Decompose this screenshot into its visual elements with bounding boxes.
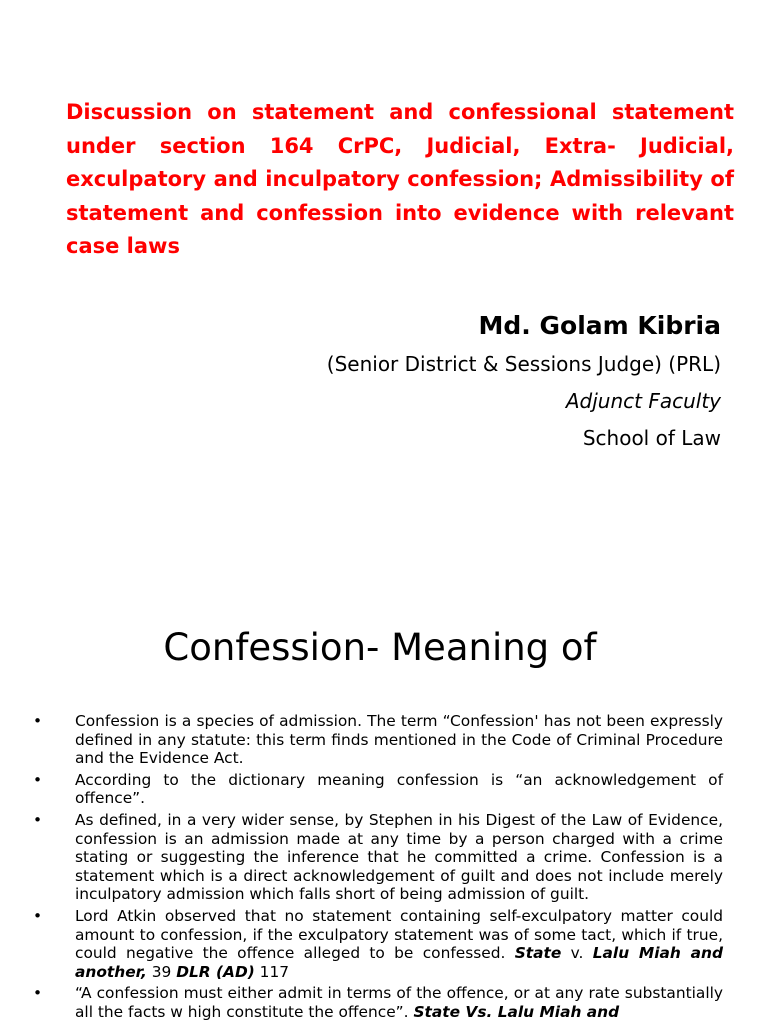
bullet-text: Confession is a species of admission. The term “Confession' has not been expressly defined in any statute: this term finds mentioned in the Code of Criminal Procedure and the Evidence Act. <box>75 712 723 768</box>
case-citation-party: State <box>514 944 562 963</box>
case-citation-party: Lalu Miah and another, <box>75 944 723 981</box>
bullet-text: “A confession must either admit in terms of the offence, or at any rate substantially all the facts w high constitute the offence”. <box>75 984 723 1021</box>
bullet-icon: • <box>33 770 43 789</box>
confession-slide <box>0 596 768 1024</box>
case-citation-party: State Vs. Lalu Miah and <box>413 1002 620 1021</box>
author-block <box>327 306 721 457</box>
bullet-text: According to the dictionary meaning confession is “an acknowledgement of offence”. <box>75 770 723 808</box>
case-citation-page: 117 <box>254 962 290 981</box>
bullet-item <box>33 907 723 981</box>
author-school: School of Law <box>582 426 721 450</box>
bullet-item <box>33 984 723 1021</box>
case-citation-volume: 39 <box>146 962 177 981</box>
bullet-text: As defined, in a very wider sense, by Stephen in his Digest of the Law of Evidence, confession is an admission made at any time by a person charged with a crime stating or suggesting the inference that he committed a crime. Confession is a statement which is a direct acknowledgement of guilt and does not include merely inculpatory admission which falls short of being admission of guilt. <box>75 810 723 904</box>
slide-heading <box>0 624 768 672</box>
bullet-item <box>33 811 723 904</box>
bullet-item <box>33 771 723 808</box>
slide-title: Discussion on statement and confessional statement under section 164 CrPC, Judicial, Extra- Judicial, exculpatory and inculpatory confession; Admissibility of statement and confession into evidence with relevant case laws <box>66 100 734 258</box>
bullet-list <box>33 712 723 1025</box>
author-position: (Senior District & Sessions Judge) (PRL) <box>326 352 721 376</box>
bullet-icon: • <box>33 810 43 829</box>
bullet-icon: • <box>33 906 43 925</box>
bullet-icon: • <box>33 984 43 1003</box>
bullet-text: Lord Atkin observed that no statement containing self-exculpatory matter could amount to confession, if the exculpatory statement was of some tact, which if true, could negative the offence alleged to be confessed. <box>75 906 723 963</box>
bullet-item <box>33 712 723 768</box>
bullet-icon: • <box>33 712 43 730</box>
case-citation-reporter: DLR (AD) <box>176 962 255 981</box>
author-name: Md. Golam Kibria <box>478 311 721 340</box>
slide-heading-text: Confession- Meaning of <box>163 626 597 669</box>
case-citation-v: v. <box>561 944 593 963</box>
author-role: Adjunct Faculty <box>565 389 721 413</box>
